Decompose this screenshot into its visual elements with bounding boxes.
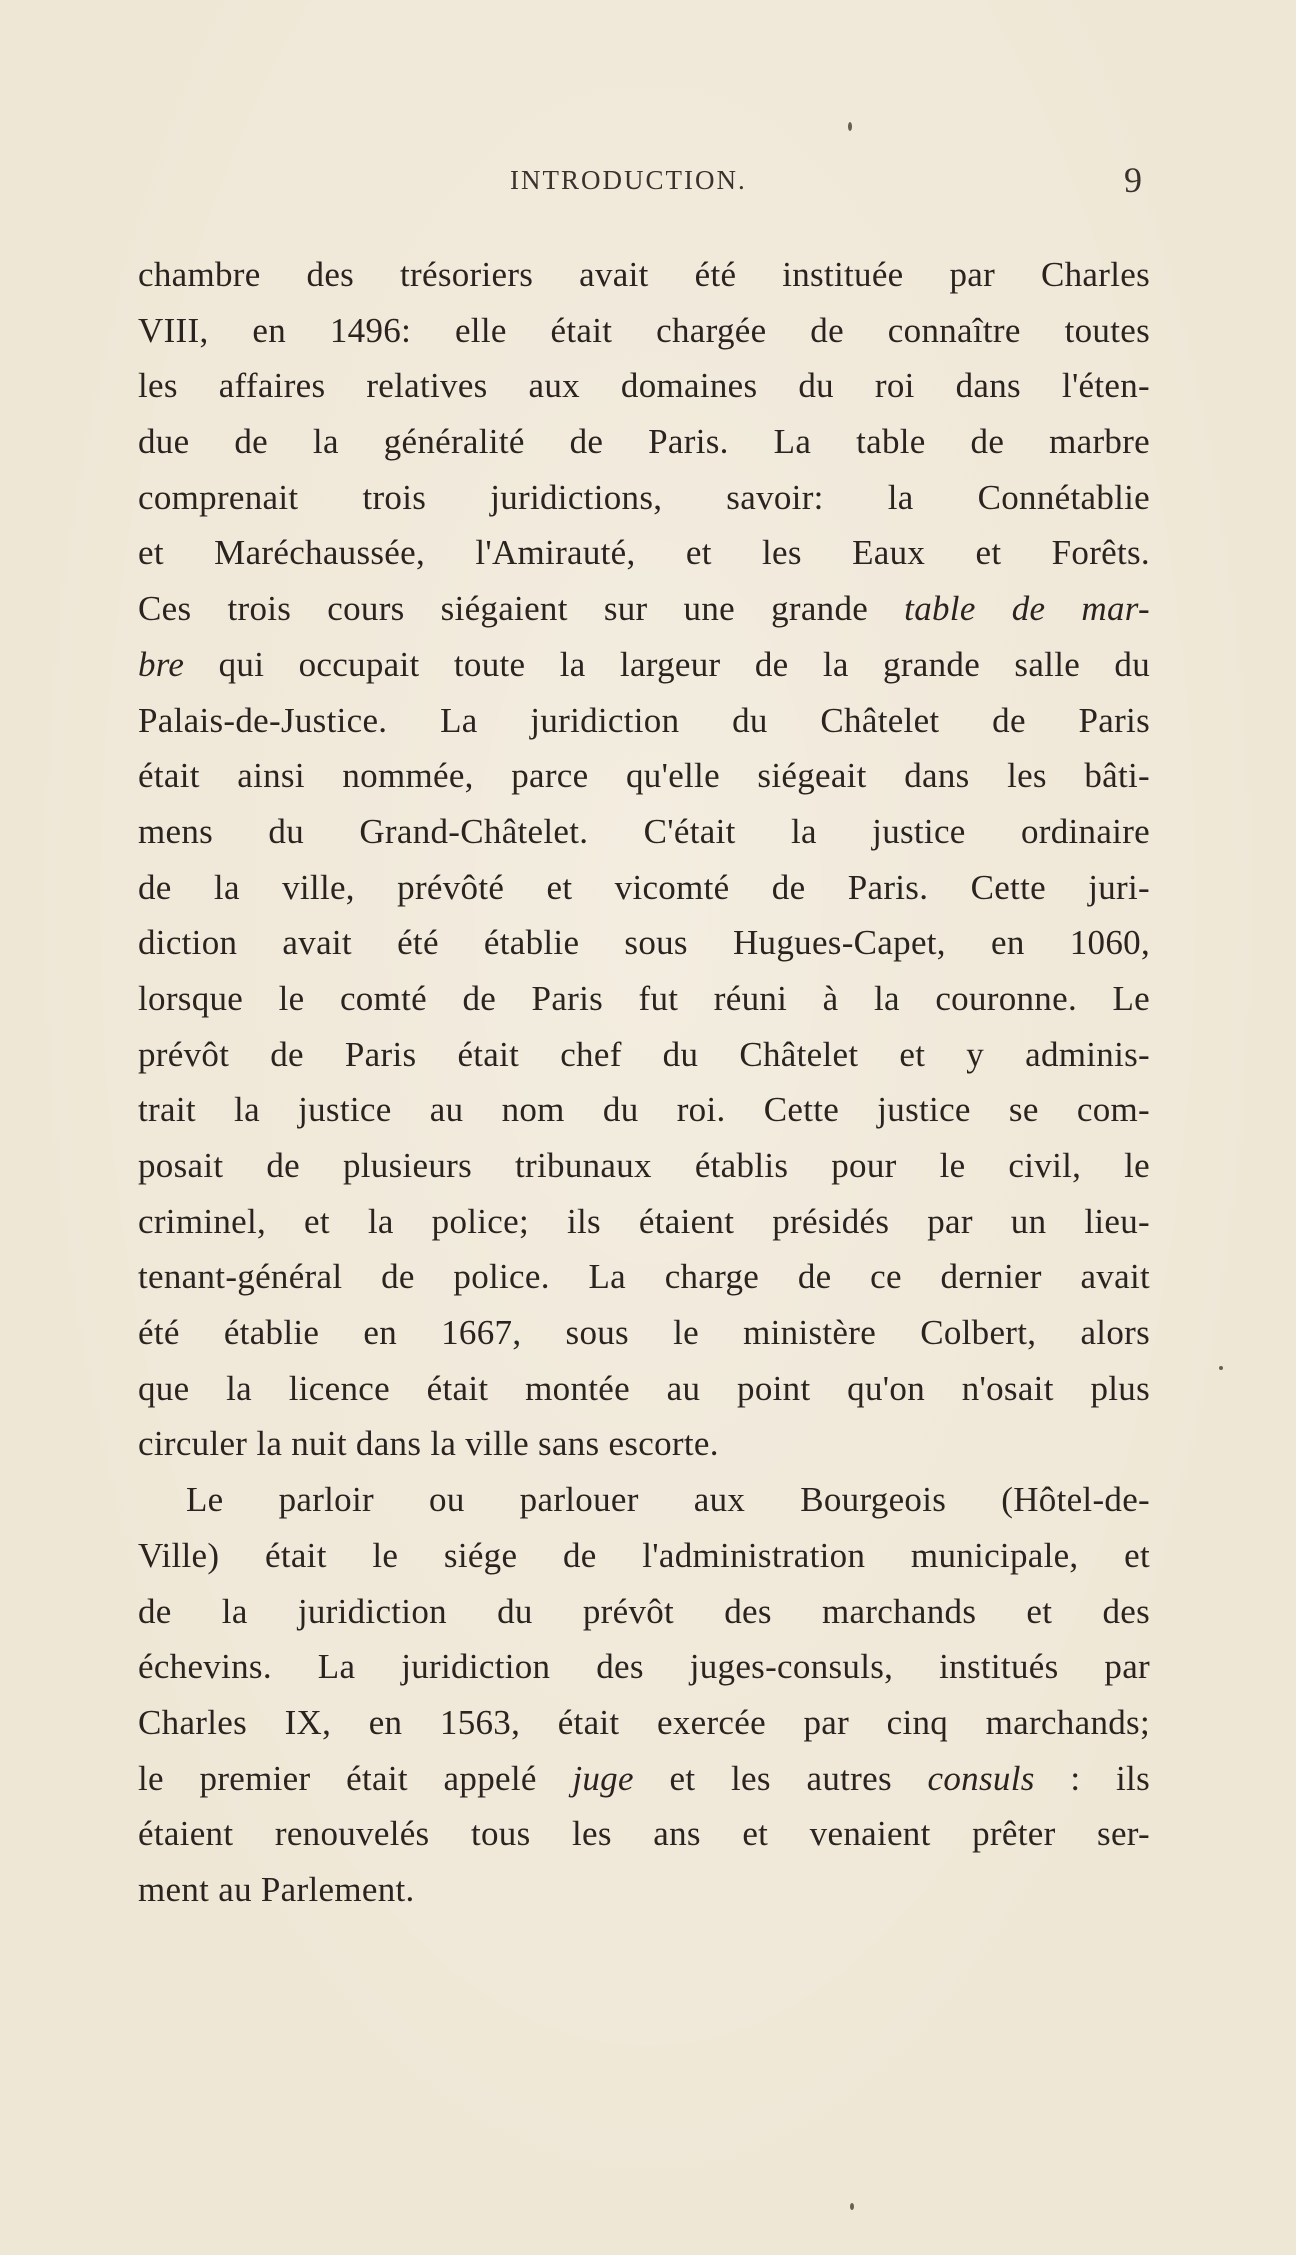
text-line: le premier était appelé juge et les autres consuls : ils — [138, 1758, 1150, 1798]
text-line: mens du Grand-Châtelet. C'était la justice ordinaire — [138, 811, 1150, 851]
paper-speck — [850, 2203, 854, 2210]
text-line: Ces trois cours siégaient sur une grande table de mar- — [138, 589, 1150, 629]
paragraph-start-line: Le parloir ou parlouer aux Bourgeois (Hôtel-de- — [186, 1480, 1150, 1520]
text-line: de la juridiction du prévôt des marchands et des — [138, 1591, 1150, 1631]
text-line: Charles IX, en 1563, était exercée par cinq marchands; — [138, 1702, 1150, 1742]
paper-speck — [848, 122, 852, 131]
body-text — [138, 247, 1150, 1918]
italic-text: table de mar- — [904, 589, 1150, 629]
text-line: bre qui occupait toute la largeur de la grande salle du — [138, 644, 1150, 684]
text-line: VIII, en 1496: elle était chargée de connaître toutes — [138, 310, 1150, 350]
text-line: que la licence était montée au point qu'on n'osait plus — [138, 1368, 1150, 1408]
text-line: comprenait trois juridictions, savoir: la Connétablie — [138, 477, 1150, 517]
text-line: circuler la nuit dans la ville sans escorte. — [138, 1424, 719, 1464]
page-number: 9 — [1124, 160, 1142, 200]
text-line: Palais-de-Justice. La juridiction du Châtelet de Paris — [138, 700, 1150, 740]
text-line: chambre des trésoriers avait été instituée par Charles — [138, 255, 1150, 294]
text-line: posait de plusieurs tribunaux établis pour le civil, le — [138, 1146, 1150, 1185]
text-line: Ville) était le siége de l'administration municipale, et — [138, 1535, 1150, 1575]
text-line: de la ville, prévôté et vicomté de Paris. Cette juri- — [138, 867, 1150, 907]
running-head — [0, 160, 1296, 205]
text-line: échevins. La juridiction des juges-consuls, institués par — [138, 1647, 1150, 1687]
text-line: diction avait été établie sous Hugues-Capet, en 1060, — [138, 923, 1150, 963]
text-line: due de la généralité de Paris. La table de marbre — [138, 422, 1150, 462]
text-line: ment au Parlement. — [138, 1869, 415, 1909]
italic-text: bre — [138, 644, 185, 684]
text-line: étaient renouvelés tous les ans et venaient prêter ser- — [138, 1814, 1150, 1854]
text-line: et Maréchaussée, l'Amirauté, et les Eaux et Forêts. — [138, 533, 1150, 573]
italic-text: consuls — [927, 1758, 1035, 1798]
paper-speck — [1219, 1366, 1223, 1370]
running-title: INTRODUCTION. — [510, 165, 747, 195]
text-line: les affaires relatives aux domaines du roi dans l'éten- — [138, 366, 1150, 406]
text-line: été établie en 1667, sous le ministère Colbert, alors — [138, 1313, 1150, 1353]
text-line: lorsque le comté de Paris fut réuni à la couronne. Le — [138, 978, 1150, 1018]
text-line: tenant-général de police. La charge de ce dernier avait — [138, 1257, 1150, 1297]
text-line: était ainsi nommée, parce qu'elle siégeait dans les bâti- — [138, 756, 1150, 796]
text-line: criminel, et la police; ils étaient présidés par un lieu- — [138, 1201, 1150, 1241]
text-line: prévôt de Paris était chef du Châtelet et y adminis- — [138, 1034, 1150, 1074]
text-line: trait la justice au nom du roi. Cette justice se com- — [138, 1090, 1150, 1130]
italic-text: juge — [572, 1758, 634, 1798]
